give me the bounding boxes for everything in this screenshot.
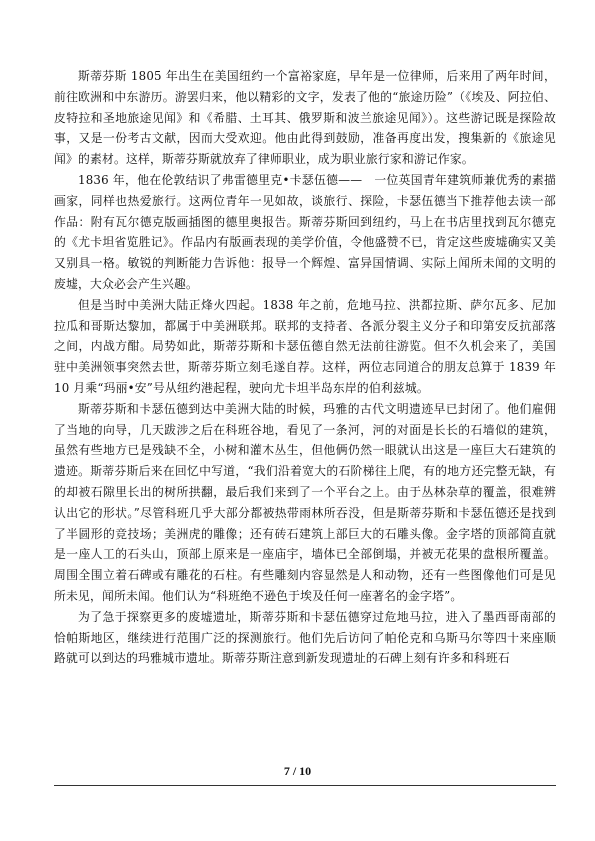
paragraph-4: 斯蒂芬斯和卡瑟伍德到达中美洲大陆的时候，玛雅的古代文明遗迹早已封闭了。他们雇佣了当地的向导，几天跋涉之后在科班谷地，看见了一条河，河的对面是长长的石墙似的建筑，虽然有些地方已是残缺不全，小树和灌木丛生，但他俩仍然一眼就认出这是一座巨大石建筑的遗迹。斯蒂芬斯后来在回忆中写道，“我们沿着宽大的石阶梯往上爬，有的地方还完整无缺，有的却被石隙里长出的树所拱翻，最后我们来到了一个平台之上。由于丛林杂草的覆盖，很难辨认出它的形状。”尽管科班几乎大部分都被热带雨林所吞没，但是斯蒂芬斯和卡瑟伍德还是找到了半圆形的竞技场；美洲虎的雕像；还有砖石建筑上部巨大的石雕头像。金字塔的顶部简直就是一座人工的石头山，顶部上原来是一座庙宇，墙体已全部倒塌，并被无花果的盘根所覆盖。周围全围立着石碑或有雕花的石柱。有些雕刻内容显然是人和动物，还有一些图像他们可是见所未见，闻所未闻。他们认为“科班绝不逊色于埃及任何一座著名的金字塔”。 [54,401,556,603]
paragraph-2: 1836 年，他在伦敦结识了弗雷德里克•卡瑟伍德—— 一位英国青年建筑师兼优秀的素描画家，同样也热爱旅行。这两位青年一见如故，谈旅行、探险，卡瑟伍德当下推荐他去读一部作品：附有瓦尔德克版画插图的德里奥报告。斯蒂芬斯回到纽约，马上在书店里找到瓦尔德克的《尤卡坦省览胜记》。作品内有版画表现的美学价值，令他盛赞不已，肯定这些废墟确实又美又别具一格。敏锐的判断能力告诉他：报导一个辉煌、富异国情调、实际上闻所未闻的文明的废墟，大众必会产生兴趣。 [54,172,556,291]
paragraph-5: 为了急于探察更多的废墟遗址，斯蒂芬斯和卡瑟伍德穿过危地马拉，进入了墨西哥南部的恰帕斯地区，继续进行范围广泛的探测旅行。他们先后访问了帕伦克和乌斯马尔等四十来座顺路就可以到达的玛雅城市遗址。斯蒂芬斯注意到新发现遗址的石碑上刻有许多和科班石 [54,609,556,666]
footer-divider [54,785,556,786]
article-body [54,66,556,669]
paragraph-3: 但是当时中美洲大陆正烽火四起。1838 年之前，危地马拉、洪都拉斯、萨尔瓦多、尼加拉瓜和哥斯达黎加，都属于中美洲联邦。联邦的支持者、各派分裂主义分子和印第安反抗部落之间，内战方酣。局势如此，斯蒂芬斯和卡瑟伍德自然无法前往游览。但不久机会来了，美国驻中美洲领事突然去世，斯蒂芬斯立刻毛遂自荐。这样，两位志同道合的朋友总算于 1839 年 10 月乘“玛丽•安”号从纽约港起程，驶向尤卡坦半岛东岸的伯利兹城。 [54,297,556,395]
paragraph-1: 斯蒂芬斯 1805 年出生在美国纽约一个富裕家庭，早年是一位律师，后来用了两年时间，前往欧洲和中东游历。游罢归来，他以精彩的文字，发表了他的“旅途历险”（《埃及、阿拉伯、皮特拉和圣地旅途见闻》和《希腊、土耳其、俄罗斯和波兰旅途见闻》）。这些游记既是探险故事，又是一份考古文献，因而大受欢迎。他由此得到鼓励，准备再度出发，搜集新的《旅途见闻》的素材。这样，斯蒂芬斯就放弃了律师职业，成为职业旅行家和游记作家。 [54,69,556,167]
page-number: 7 / 10 [283,764,312,778]
